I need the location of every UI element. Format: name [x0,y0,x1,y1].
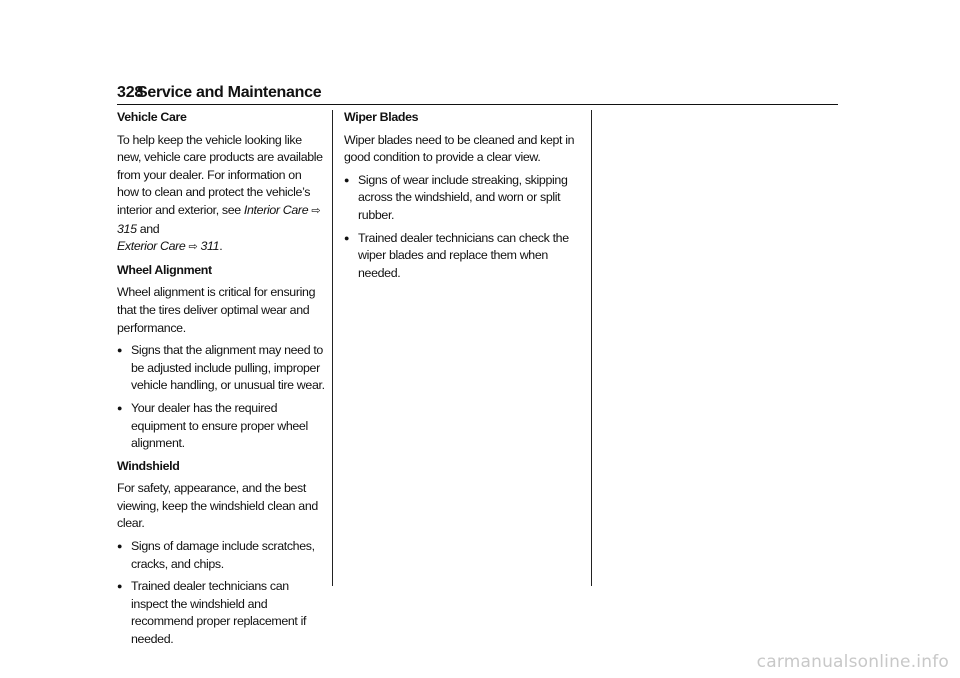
heading-vehicle-care: Vehicle Care [117,110,187,124]
page-ref-arrow-icon: ⇨ [311,204,321,217]
wiper-blades-paragraph: Wiper blades need to be cleaned and kept in good condition to provide a clear view. [344,132,575,165]
list-item: ● Signs of wear include streaking, skipping across the windshield, and worn or split rubber. [344,172,584,225]
page-ref-arrow-icon: ⇨ [188,241,198,254]
section-title: Service and Maintenance [137,84,322,101]
heading-wheel-alignment: Wheel Alignment [117,262,212,277]
column-divider [591,110,592,586]
exterior-care-link[interactable]: Exterior Care [117,239,186,254]
list-item: ● Signs that the alignment may need to be adjusted include pulling, improper vehicle handling, or unusual tire wear. [117,342,325,395]
list-item: ● Trained dealer technicians can check the wiper blades and replace them when needed. [344,230,584,283]
wheel-alignment-paragraph: Wheel alignment is critical for ensuring that the tires deliver optimal wear and performance. [117,285,316,335]
conjunction-text: and [139,221,160,236]
windshield-paragraph: For safety, appearance, and the best viewing, keep the windshield clean and clear. [117,481,318,531]
left-column [117,109,325,654]
page-header [117,82,838,105]
column-divider [332,110,333,586]
page-number: 328 [117,84,144,101]
heading-windshield: Windshield [117,458,180,473]
sentence-period: . [219,239,223,254]
interior-care-page-ref[interactable]: 315 [117,221,137,236]
interior-care-link[interactable]: Interior Care [243,202,309,217]
list-item: ● Trained dealer technicians can inspect the windshield and recommend proper replacement if needed. [117,578,325,648]
list-item: ● Your dealer has the required equipment to ensure proper wheel alignment. [117,400,325,453]
exterior-care-page-ref[interactable]: 311 [200,239,220,254]
watermark: carmanualsonline.info [756,652,949,672]
vehicle-care-paragraph [117,132,325,257]
list-item: ● Signs of damage include scratches, cracks, and chips. [117,538,325,573]
middle-column [344,109,584,287]
heading-wiper-blades: Wiper Blades [344,110,419,124]
vehicle-care-text: To help keep the vehicle looking like new, vehicle care products are available from your dealer. For information on how to clean and protect the vehicle’s interior and exterior, see [117,132,323,217]
